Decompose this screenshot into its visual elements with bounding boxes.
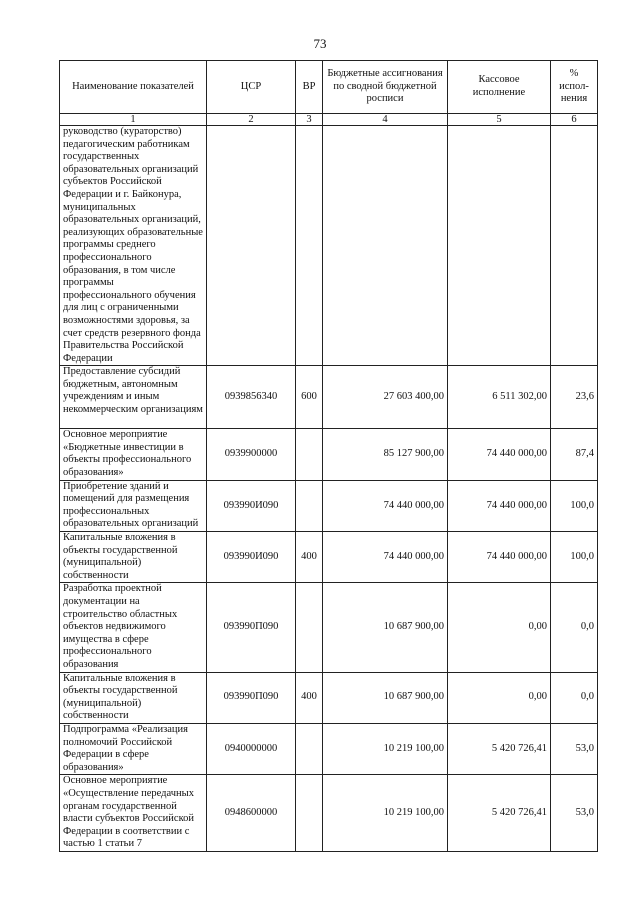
row-pct: 53,0 <box>551 775 598 852</box>
table-row <box>60 126 598 366</box>
budget-execution-table <box>59 60 598 852</box>
row-name: Приобретение зданий и помещений для размещения профессиональных образовательных организаций <box>60 480 207 531</box>
row-pct: 0,0 <box>551 583 598 672</box>
row-csr: 093990П090 <box>207 672 296 723</box>
row-name: руководство (кураторство) педагогическим работникам государственных образовательных организаций субъектов Российской Федерации и г. Байконура, муниципальных образовательных организаций, реализующих образовательные программы среднего профессионального образования, в том числе программы профессионального обучения для лиц с ограниченными возможностями здоровья, за счет средств резервного фонда Правительства Российской Федерации <box>60 126 207 366</box>
row-csr: 093990И090 <box>207 532 296 583</box>
row-budget: 10 219 100,00 <box>323 775 448 852</box>
row-name: Основное мероприятие «Бюджетные инвестиции в объекты профессионального образования» <box>60 429 207 480</box>
col-header-cash: Кассовое исполнение <box>448 61 551 114</box>
col-header-pct: % испол-нения <box>551 61 598 114</box>
col-num-2: 2 <box>207 114 296 126</box>
row-name: Подпрограмма «Реализация полномочий Российской Федерации в сфере образования» <box>60 723 207 774</box>
row-cash: 74 440 000,00 <box>448 480 551 531</box>
row-cash: 74 440 000,00 <box>448 532 551 583</box>
row-csr: 0939856340 <box>207 366 296 429</box>
row-cash: 5 420 726,41 <box>448 775 551 852</box>
row-cash: 0,00 <box>448 672 551 723</box>
row-vr: 600 <box>296 366 323 429</box>
row-pct: 100,0 <box>551 532 598 583</box>
table-row <box>60 366 598 429</box>
table-row <box>60 532 598 583</box>
row-cash <box>448 126 551 366</box>
page-number: 73 <box>313 36 327 51</box>
row-budget: 10 687 900,00 <box>323 672 448 723</box>
row-csr: 093990П090 <box>207 583 296 672</box>
table-row <box>60 429 598 480</box>
row-budget: 74 440 000,00 <box>323 532 448 583</box>
row-cash: 5 420 726,41 <box>448 723 551 774</box>
col-num-4: 4 <box>323 114 448 126</box>
row-vr <box>296 480 323 531</box>
row-name: Предоставление субсидий бюджетным, автономным учреждениям и иным некоммерческим организациям <box>60 366 207 429</box>
col-header-budget: Бюджетные ассигнования по сводной бюджетной росписи <box>323 61 448 114</box>
row-name: Разработка проектной документации на строительство областных объектов недвижимого имущества в сфере профессионального образования <box>60 583 207 672</box>
row-csr: 0939900000 <box>207 429 296 480</box>
row-budget: 85 127 900,00 <box>323 429 448 480</box>
table-row <box>60 583 598 672</box>
row-csr: 0948600000 <box>207 775 296 852</box>
row-budget: 27 603 400,00 <box>323 366 448 429</box>
row-cash: 74 440 000,00 <box>448 429 551 480</box>
col-header-csr: ЦСР <box>207 61 296 114</box>
row-name: Основное мероприятие «Осуществление передачных органам государственной власти субъектов Российской Федерации в соответствии с частью 1 статьи 7 <box>60 775 207 852</box>
row-pct: 23,6 <box>551 366 598 429</box>
row-cash: 0,00 <box>448 583 551 672</box>
row-name: Капитальные вложения в объекты государственной (муниципальной) собственности <box>60 532 207 583</box>
col-num-5: 5 <box>448 114 551 126</box>
row-pct <box>551 126 598 366</box>
header-row <box>60 61 598 114</box>
col-num-6: 6 <box>551 114 598 126</box>
row-budget: 74 440 000,00 <box>323 480 448 531</box>
table-row <box>60 672 598 723</box>
col-header-vr: ВР <box>296 61 323 114</box>
row-csr: 093990И090 <box>207 480 296 531</box>
row-csr <box>207 126 296 366</box>
row-vr <box>296 583 323 672</box>
col-num-1: 1 <box>60 114 207 126</box>
row-pct: 0,0 <box>551 672 598 723</box>
row-budget: 10 687 900,00 <box>323 583 448 672</box>
row-vr <box>296 775 323 852</box>
row-vr: 400 <box>296 672 323 723</box>
row-pct: 100,0 <box>551 480 598 531</box>
column-number-row <box>60 114 598 126</box>
row-budget: 10 219 100,00 <box>323 723 448 774</box>
row-cash: 6 511 302,00 <box>448 366 551 429</box>
row-vr <box>296 126 323 366</box>
table-row <box>60 723 598 774</box>
row-csr: 0940000000 <box>207 723 296 774</box>
table-row <box>60 480 598 531</box>
row-vr <box>296 723 323 774</box>
row-name: Капитальные вложения в объекты государственной (муниципальной) собственности <box>60 672 207 723</box>
row-vr: 400 <box>296 532 323 583</box>
row-pct: 87,4 <box>551 429 598 480</box>
table-row <box>60 775 598 852</box>
row-pct: 53,0 <box>551 723 598 774</box>
row-vr <box>296 429 323 480</box>
row-budget <box>323 126 448 366</box>
col-header-name: Наименование показателей <box>60 61 207 114</box>
col-num-3: 3 <box>296 114 323 126</box>
